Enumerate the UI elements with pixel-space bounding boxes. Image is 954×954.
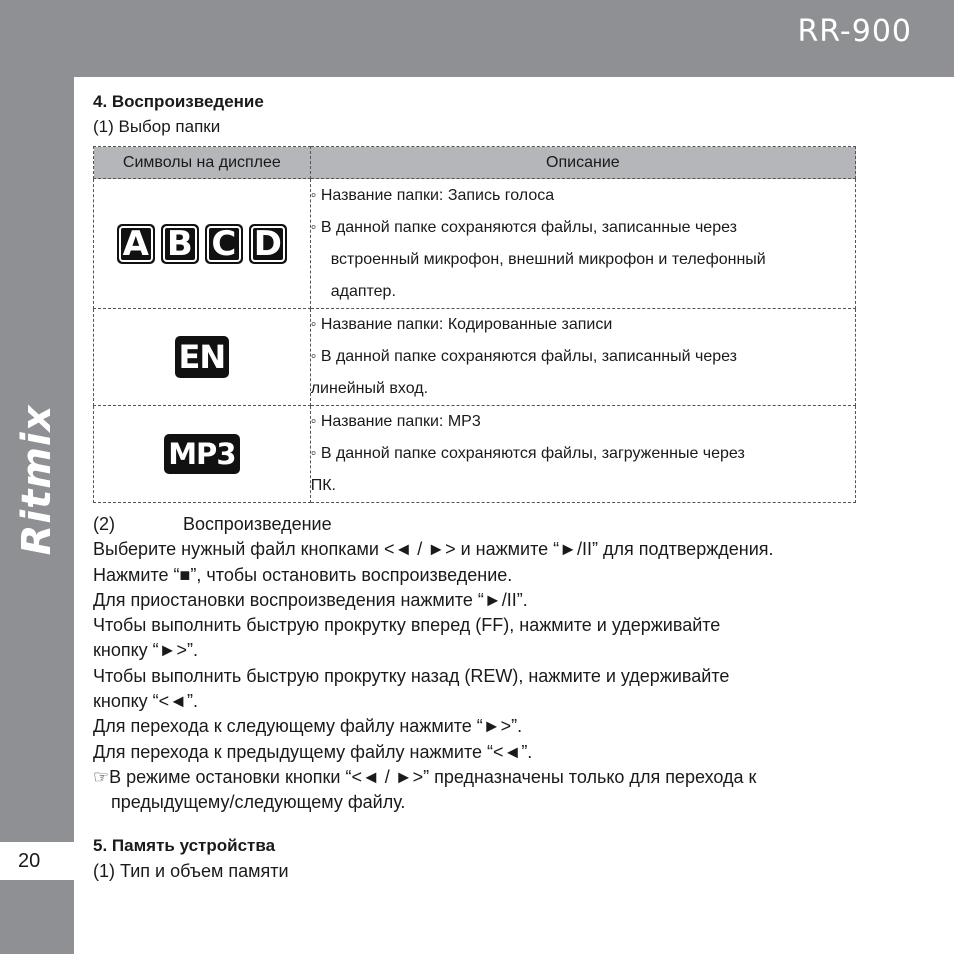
instruction-line: Для приостановки воспроизведения нажмите “►/II”.	[93, 589, 528, 610]
section-5-title: 5. Память устройства	[93, 836, 276, 855]
instruction-line: кнопку “►>”.	[93, 640, 198, 661]
instruction-line: кнопку “<◄”.	[93, 691, 198, 712]
folder-a-icon: A	[117, 224, 155, 264]
header-band	[0, 0, 954, 77]
instruction-line: Для перехода к предыдущему файлу нажмите “<◄”.	[93, 741, 533, 762]
description-line: ПК.	[310, 477, 336, 494]
description-cell	[310, 179, 855, 309]
instruction-line: Для перехода к следующему файлу нажмите “►>”.	[93, 716, 523, 737]
description-line: линейный вход.	[310, 380, 429, 397]
folder-c-icon: C	[205, 224, 243, 264]
playback-instructions	[93, 512, 893, 816]
instruction-line: Чтобы выполнить быструю прокрутку вперед (FF), нажмите и удерживайте	[93, 615, 721, 636]
folder-symbols-table	[93, 146, 856, 503]
description-line: адаптер.	[330, 282, 396, 300]
description-line: ◦ Название папки: MP3	[310, 413, 481, 430]
instruction-line: Нажмите “■”, чтобы остановить воспроизведение.	[93, 564, 513, 585]
description-line: встроенный микрофон, внешний микрофон и телефонный	[330, 250, 766, 268]
description-line: ◦ Название папки: Запись голоса	[310, 186, 555, 204]
model-name: RR-900	[797, 14, 912, 49]
folder-d-icon: D	[249, 224, 287, 264]
playback-heading: (2) Воспроизведение	[93, 514, 332, 534]
mp3-folder-icon: MP3	[164, 434, 239, 474]
section-4-subtitle: (1) Выбор папки	[93, 117, 221, 136]
column-header-description: Описание	[310, 147, 855, 179]
instruction-line: Выберите нужный файл кнопками <◄ / ►> и нажмите “►/II” для подтверждения.	[93, 539, 774, 560]
symbol-cell	[94, 309, 311, 406]
description-line: ◦ В данной папке сохраняются файлы, загруженные через	[310, 445, 745, 462]
note-line: предыдущему/следующему файлу.	[111, 792, 406, 813]
note-line: ☞В режиме остановки кнопки “<◄ / ►>” предназначены только для перехода к	[93, 766, 757, 787]
description-cell	[310, 406, 855, 503]
description-line: ◦ В данной папке сохраняются файлы, записанный через	[310, 348, 738, 365]
description-line: ◦ Название папки: Кодированные записи	[310, 316, 613, 333]
pointing-hand-icon: ☞	[93, 766, 110, 787]
description-cell	[310, 309, 855, 406]
section-4-title: 4. Воспроизведение	[93, 92, 264, 111]
table-header-row	[94, 147, 856, 179]
abcd-folder-icon	[117, 224, 287, 264]
table-row	[94, 406, 856, 503]
description-line: ◦ В данной папке сохраняются файлы, записанные через	[310, 218, 737, 236]
folder-b-icon: B	[161, 224, 199, 264]
brand-logo: Ritmix	[14, 404, 60, 556]
symbol-cell	[94, 406, 311, 503]
instruction-line: Чтобы выполнить быструю прокрутку назад (REW), нажмите и удерживайте	[93, 665, 730, 686]
page-number: 20	[18, 850, 41, 872]
column-header-symbols: Символы на дисплее	[94, 147, 311, 179]
table-row	[94, 179, 856, 309]
symbol-cell	[94, 179, 311, 309]
en-folder-icon: EN	[175, 336, 230, 378]
table-row	[94, 309, 856, 406]
section-5-subtitle: (1) Тип и объем памяти	[93, 861, 289, 881]
